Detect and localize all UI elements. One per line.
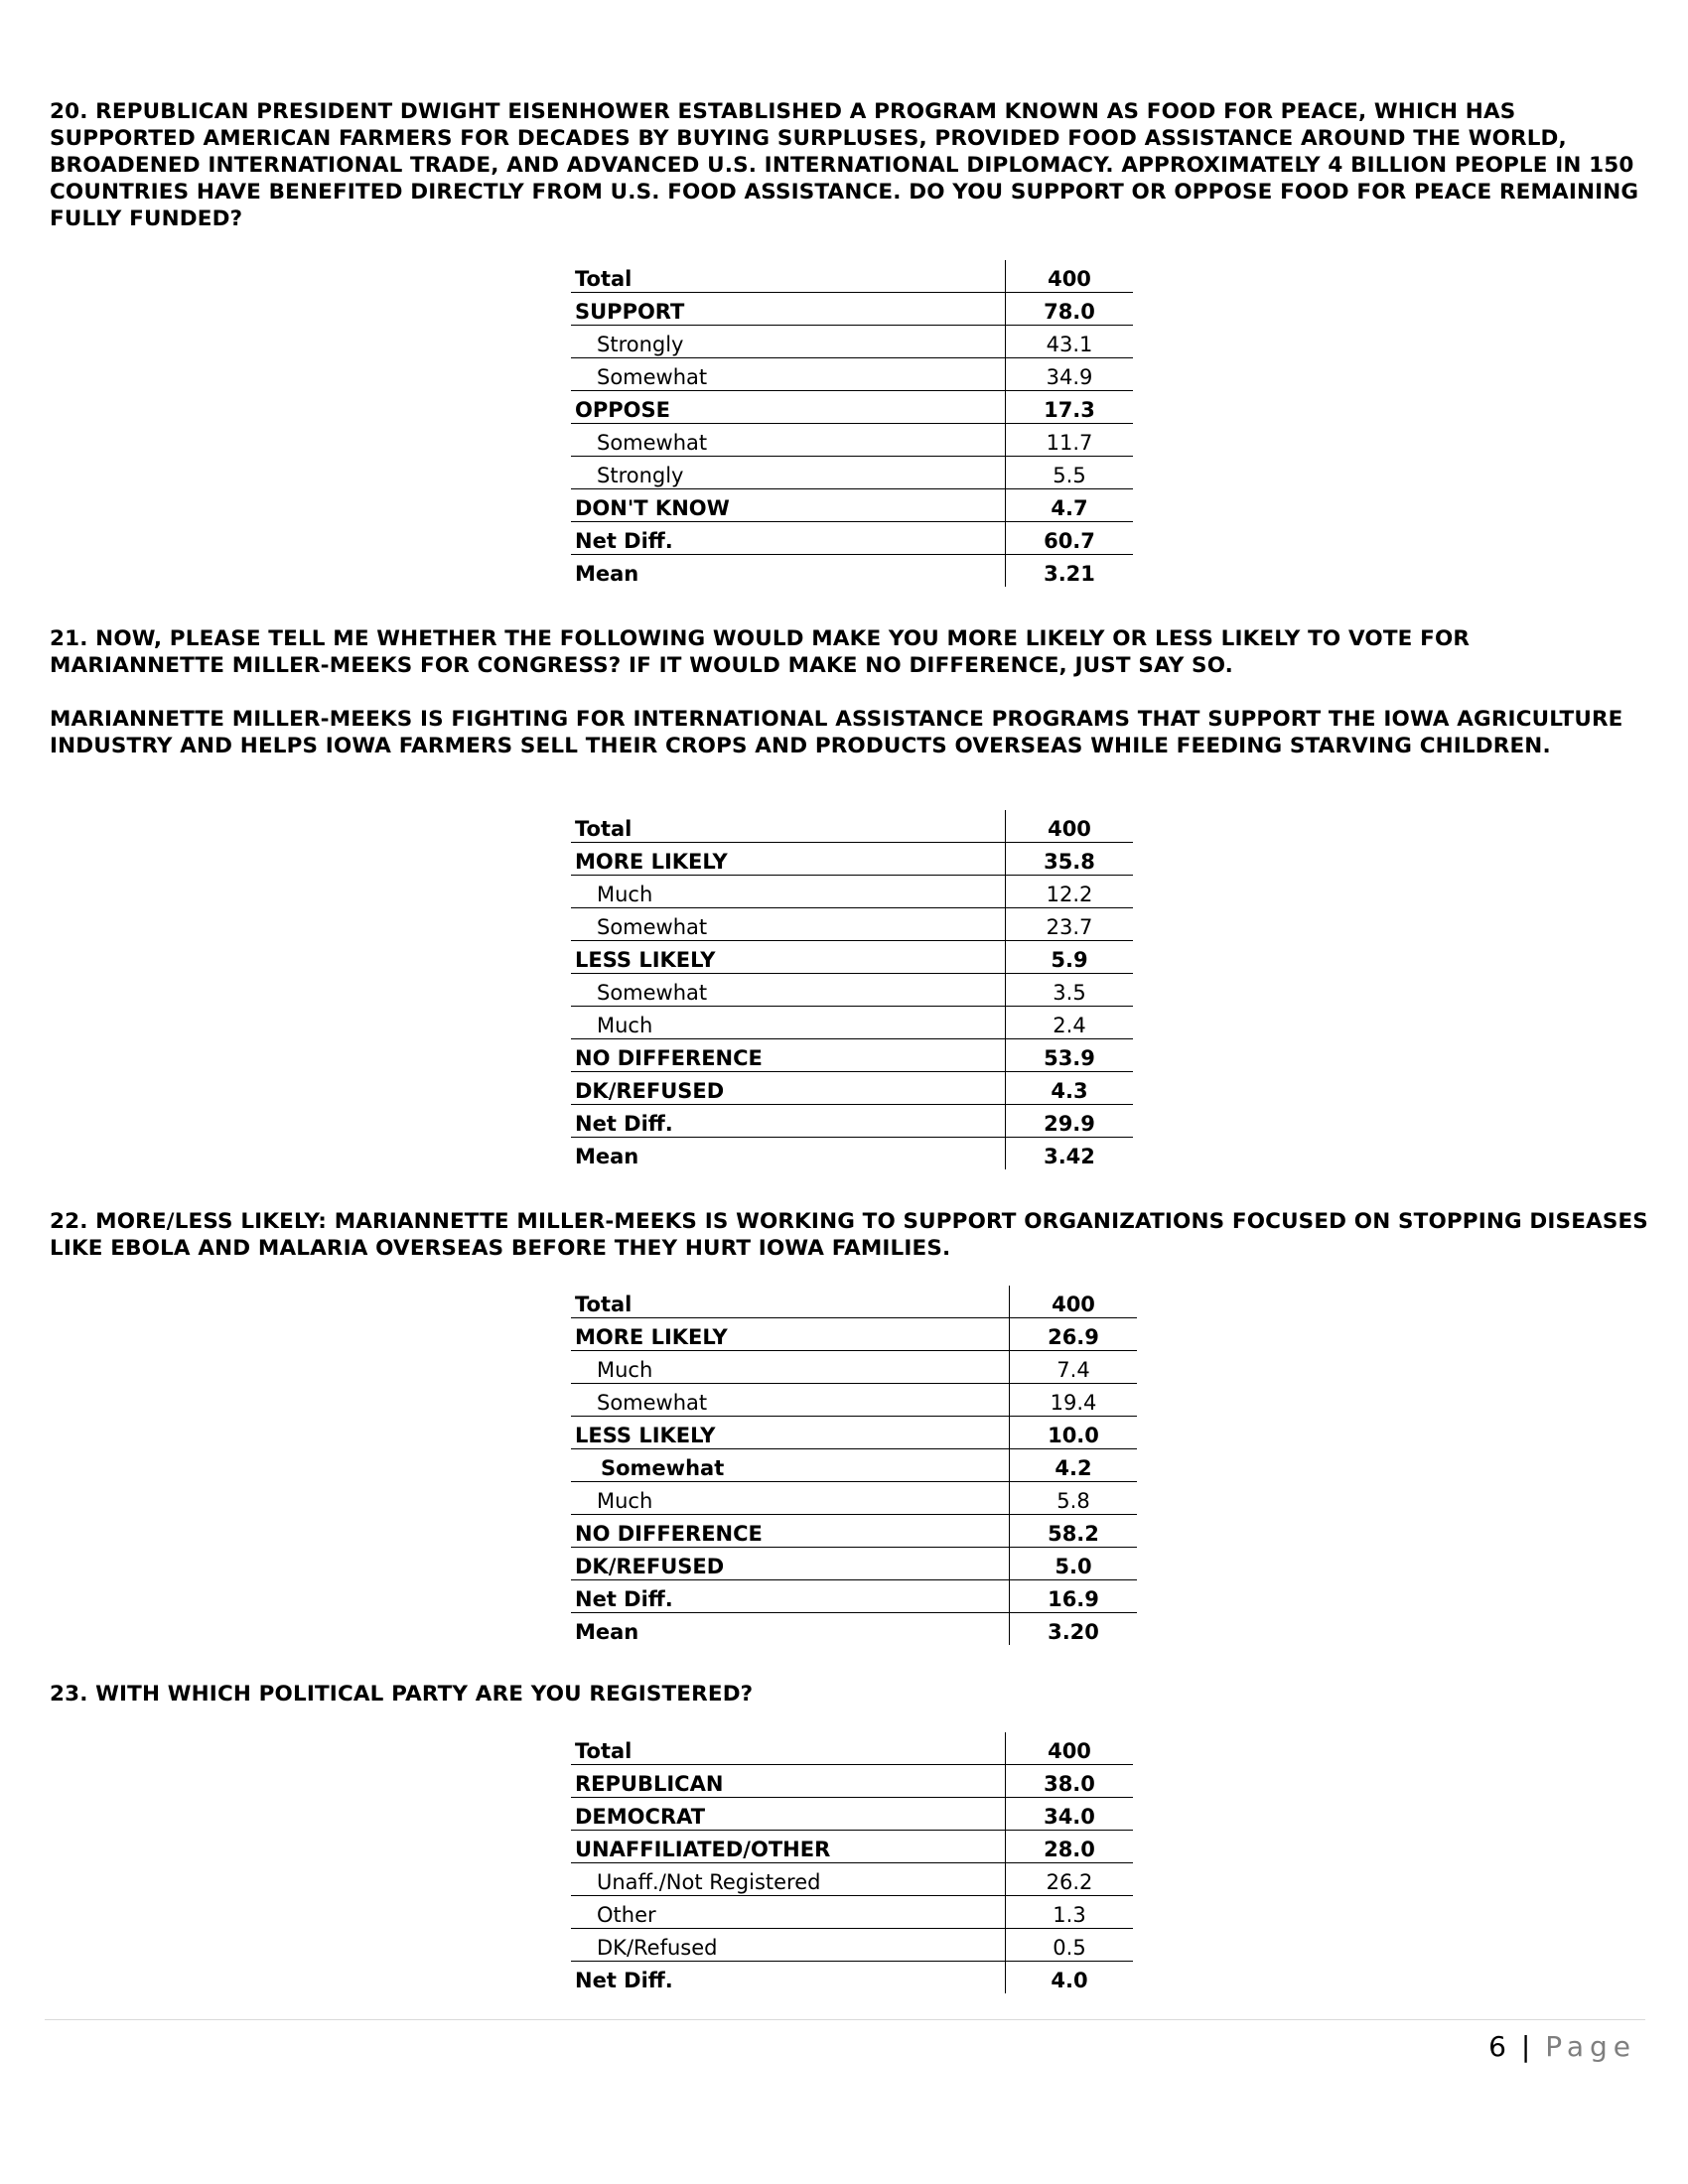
row-value: 10.0 [1010,1417,1138,1449]
row-label: DEMOCRAT [571,1798,1006,1831]
row-value: 34.9 [1006,358,1134,391]
table-row [571,1105,1133,1138]
table-row [571,1039,1133,1072]
row-label: Total [571,1286,1010,1318]
row-label: SUPPORT [571,293,1006,326]
row-label: Much [571,1351,1010,1384]
row-value: 7.4 [1010,1351,1138,1384]
row-value: 58.2 [1010,1515,1138,1548]
footer-divider [45,2019,1645,2020]
row-value: 5.8 [1010,1482,1138,1515]
table-row [571,1732,1133,1765]
row-value: 60.7 [1006,522,1134,555]
row-label: DON'T KNOW [571,489,1006,522]
table-row [571,843,1133,876]
row-value: 53.9 [1006,1039,1134,1072]
table-row [571,424,1133,457]
row-value: 4.0 [1006,1962,1134,1994]
row-label: Net Diff. [571,1105,1006,1138]
row-label: Mean [575,562,639,586]
row-value: 23.7 [1006,908,1134,941]
table-row [571,1515,1137,1548]
question-22-table [571,1286,1137,1645]
question-21-statement: MARIANNETTE MILLER-MEEKS IS FIGHTING FOR INTERNATIONAL ASSISTANCE PROGRAMS THAT SUPPORT THE IOWA AGRICULTURE INDUSTRY AND HELPS IOWA FARMERS SELL THEIR CROPS AND PRODUCTS OVERSEAS WHILE FEEDING STARVING CHILDREN. [50,707,1623,758]
row-value: 26.2 [1006,1863,1134,1896]
row-label: Much [571,1007,1006,1039]
table-row [571,457,1133,489]
row-label: UNAFFILIATED/OTHER [571,1831,1006,1863]
row-value: 12.2 [1006,876,1134,908]
table-row [571,1482,1137,1515]
table-row [571,974,1133,1007]
row-label: NO DIFFERENCE [571,1515,1010,1548]
row-label: LESS LIKELY [571,1417,1010,1449]
row-label: Somewhat [571,974,1006,1007]
page-label: Page [1545,2030,1636,2063]
table-row [571,1798,1133,1831]
table-row [571,1007,1133,1039]
row-label: Somewhat [571,908,1006,941]
row-value: 78.0 [1006,293,1134,326]
row-value: 3.42 [1006,1138,1134,1170]
row-value: 38.0 [1006,1765,1134,1798]
footer-separator: | [1520,2030,1531,2063]
row-label: Strongly [571,326,1006,358]
row-label: Somewhat [571,424,1006,457]
table-row [571,1351,1137,1384]
row-value: 5.9 [1006,941,1134,974]
row-label: MORE LIKELY [571,843,1006,876]
table-row [571,941,1133,974]
row-value: 5.0 [1010,1548,1138,1580]
row-label: Much [571,876,1006,908]
row-label: REPUBLICAN [571,1765,1006,1798]
table-row [571,1417,1137,1449]
row-value: 0.5 [1006,1929,1134,1962]
table-row [571,293,1133,326]
row-label: Strongly [571,457,1006,489]
table-row [571,1765,1133,1798]
page-footer [1488,2030,1636,2063]
row-value: 400 [1010,1286,1138,1318]
row-value: 17.3 [1006,391,1134,424]
row-label: Net Diff. [571,522,1006,555]
row-label: Total [571,260,1006,293]
table-row [571,1831,1133,1863]
row-value: 3.5 [1006,974,1134,1007]
table-row [571,358,1133,391]
row-label: LESS LIKELY [571,941,1006,974]
table-row [571,326,1133,358]
row-label: Net Diff. [575,1969,673,1992]
row-label: Net Diff. [571,1580,1010,1613]
table-row [571,391,1133,424]
row-label: Much [571,1482,1010,1515]
question-21-table [571,810,1133,1169]
row-label: Total [571,1732,1006,1765]
row-value: 1.3 [1006,1896,1134,1929]
row-value: 35.8 [1006,843,1134,876]
row-value: 4.3 [1006,1072,1134,1105]
row-label: OPPOSE [571,391,1006,424]
question-20-text: 20. REPUBLICAN PRESIDENT DWIGHT EISENHOWER ESTABLISHED A PROGRAM KNOWN AS FOOD FOR PEACE, WHICH HAS SUPPORTED AMERICAN FARMERS FOR DECADES BY BUYING SURPLUSES, PROVIDED FOOD ASSISTANCE AROUND THE WORLD, BROADENED INTERNATIONAL TRADE, AND ADVANCED U.S. INTERNATIONAL DIPLOMACY. APPROXIMATELY 4 BILLION PEOPLE IN 150 COUNTRIES HAVE BENEFITED DIRECTLY FROM U.S. FOOD ASSISTANCE. DO YOU SUPPORT OR OPPOSE FOOD FOR PEACE REMAINING FULLY FUNDED? [50,99,1639,231]
table-row [571,1318,1137,1351]
row-value: 11.7 [1006,424,1134,457]
table-row [571,876,1133,908]
table-row [571,810,1133,843]
question-23-table [571,1732,1133,1993]
question-23-text: 23. WITH WHICH POLITICAL PARTY ARE YOU REGISTERED? [50,1682,754,1706]
row-label: Somewhat [571,1449,1010,1482]
table-row [571,1384,1137,1417]
table-row [571,555,1133,588]
row-label: Somewhat [571,358,1006,391]
table-row [571,1613,1137,1646]
row-label: Somewhat [571,1384,1010,1417]
row-value: 29.9 [1006,1105,1134,1138]
row-label: DK/Refused [571,1929,1006,1962]
row-label: Total [571,810,1006,843]
row-value: 34.0 [1006,1798,1134,1831]
row-label: Unaff./Not Registered [571,1863,1006,1896]
row-label: Mean [575,1620,639,1644]
table-row [571,489,1133,522]
table-row [571,1449,1137,1482]
row-value: 400 [1006,1732,1134,1765]
table-row [571,1072,1133,1105]
row-value: 3.20 [1010,1613,1138,1646]
row-value: 2.4 [1006,1007,1134,1039]
row-value: 3.21 [1006,555,1134,588]
row-value: 4.2 [1010,1449,1138,1482]
row-value: 400 [1006,260,1134,293]
row-value: 4.7 [1006,489,1134,522]
table-row [571,1962,1133,1994]
row-label: DK/REFUSED [571,1072,1006,1105]
table-row [571,522,1133,555]
row-value: 400 [1006,810,1134,843]
table-row [571,908,1133,941]
row-value: 43.1 [1006,326,1134,358]
row-label: MORE LIKELY [571,1318,1010,1351]
table-row [571,1548,1137,1580]
row-label: Other [571,1896,1006,1929]
table-row [571,1929,1133,1962]
table-row [571,1896,1133,1929]
page-number: 6 [1488,2030,1506,2063]
row-value: 5.5 [1006,457,1134,489]
table-row [571,1138,1133,1170]
row-value: 16.9 [1010,1580,1138,1613]
row-label: Mean [575,1145,639,1168]
row-value: 26.9 [1010,1318,1138,1351]
question-21-text: 21. NOW, PLEASE TELL ME WHETHER THE FOLLOWING WOULD MAKE YOU MORE LIKELY OR LESS LIKELY TO VOTE FOR MARIANNETTE MILLER-MEEKS FOR CONGRESS? IF IT WOULD MAKE NO DIFFERENCE, JUST SAY SO. [50,626,1471,678]
table-row [571,1286,1137,1318]
table-row [571,1580,1137,1613]
row-value: 19.4 [1010,1384,1138,1417]
question-22-text: 22. MORE/LESS LIKELY: MARIANNETTE MILLER-MEEKS IS WORKING TO SUPPORT ORGANIZATIONS FOCUSED ON STOPPING DISEASES LIKE EBOLA AND MALARIA OVERSEAS BEFORE THEY HURT IOWA FAMILIES. [50,1209,1648,1261]
table-row [571,1863,1133,1896]
question-20-table [571,260,1133,587]
row-value: 28.0 [1006,1831,1134,1863]
row-label: NO DIFFERENCE [571,1039,1006,1072]
row-label: DK/REFUSED [571,1548,1010,1580]
table-row [571,260,1133,293]
